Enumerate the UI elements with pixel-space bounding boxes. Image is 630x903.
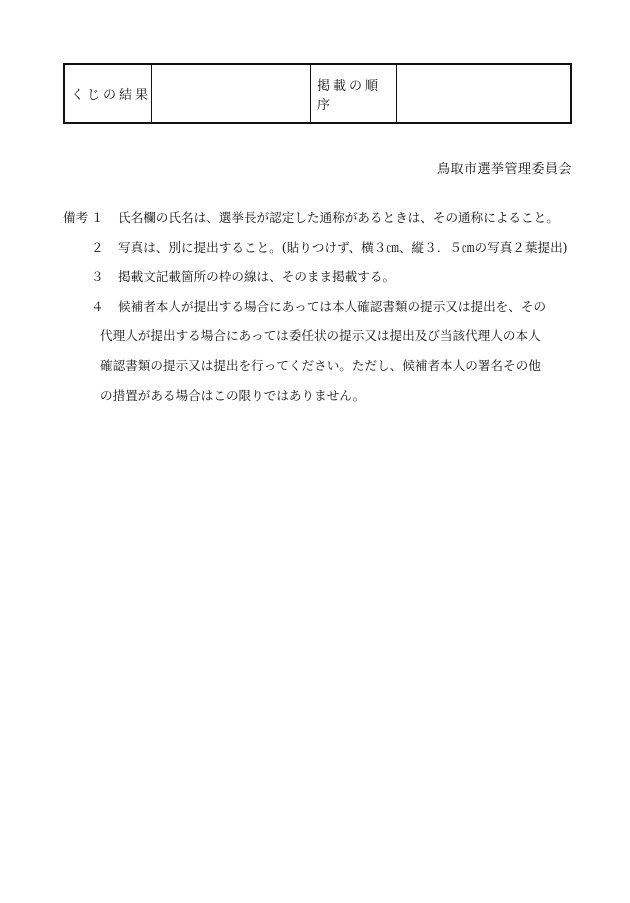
note-text-line: の措置がある場合はこの限りではありません。 xyxy=(100,387,366,403)
note-text: 写真は、別に提出すること。(貼りつけず、横３㎝、縦３．５㎝の写真２葉提出) xyxy=(118,239,568,255)
note-item-4 xyxy=(63,298,575,314)
note-number: ４ xyxy=(91,298,104,314)
listing-order-value[interactable] xyxy=(397,65,570,122)
lottery-result-value[interactable] xyxy=(152,65,311,122)
note-item-1 xyxy=(63,212,575,225)
note-text: 氏名欄の氏名は、選挙長が認定した通称があるときは、その通称によること。 xyxy=(118,210,559,225)
note-number: ３ xyxy=(91,269,104,285)
note-text-line: 代理人が提出する場合にあっては委任状の提示又は提出及び当該代理人の本人 xyxy=(100,328,541,344)
issuing-authority: 鳥取市選挙管理委員会 xyxy=(436,162,572,177)
notes-section xyxy=(63,212,575,419)
note-item-4-continuation xyxy=(100,330,578,402)
lottery-result-label: くじの結果 xyxy=(65,65,152,122)
note-number: １ xyxy=(91,210,104,225)
lottery-result-table xyxy=(63,63,572,124)
note-text: 候補者本人が提出する場合にあっては本人確認書類の提示又は提出を、その xyxy=(118,298,547,314)
note-text-line: 確認書類の提示又は提出を行ってください。ただし、候補者本人の署名その他 xyxy=(100,357,541,373)
note-item-3 xyxy=(63,271,575,284)
note-text: 掲載文記載箇所の枠の線は、そのまま掲載する。 xyxy=(118,269,396,285)
note-number: ２ xyxy=(91,239,104,255)
note-item-2 xyxy=(63,239,575,255)
notes-heading: 備考 xyxy=(63,210,89,225)
listing-order-label: 掲載の順序 xyxy=(311,65,397,122)
